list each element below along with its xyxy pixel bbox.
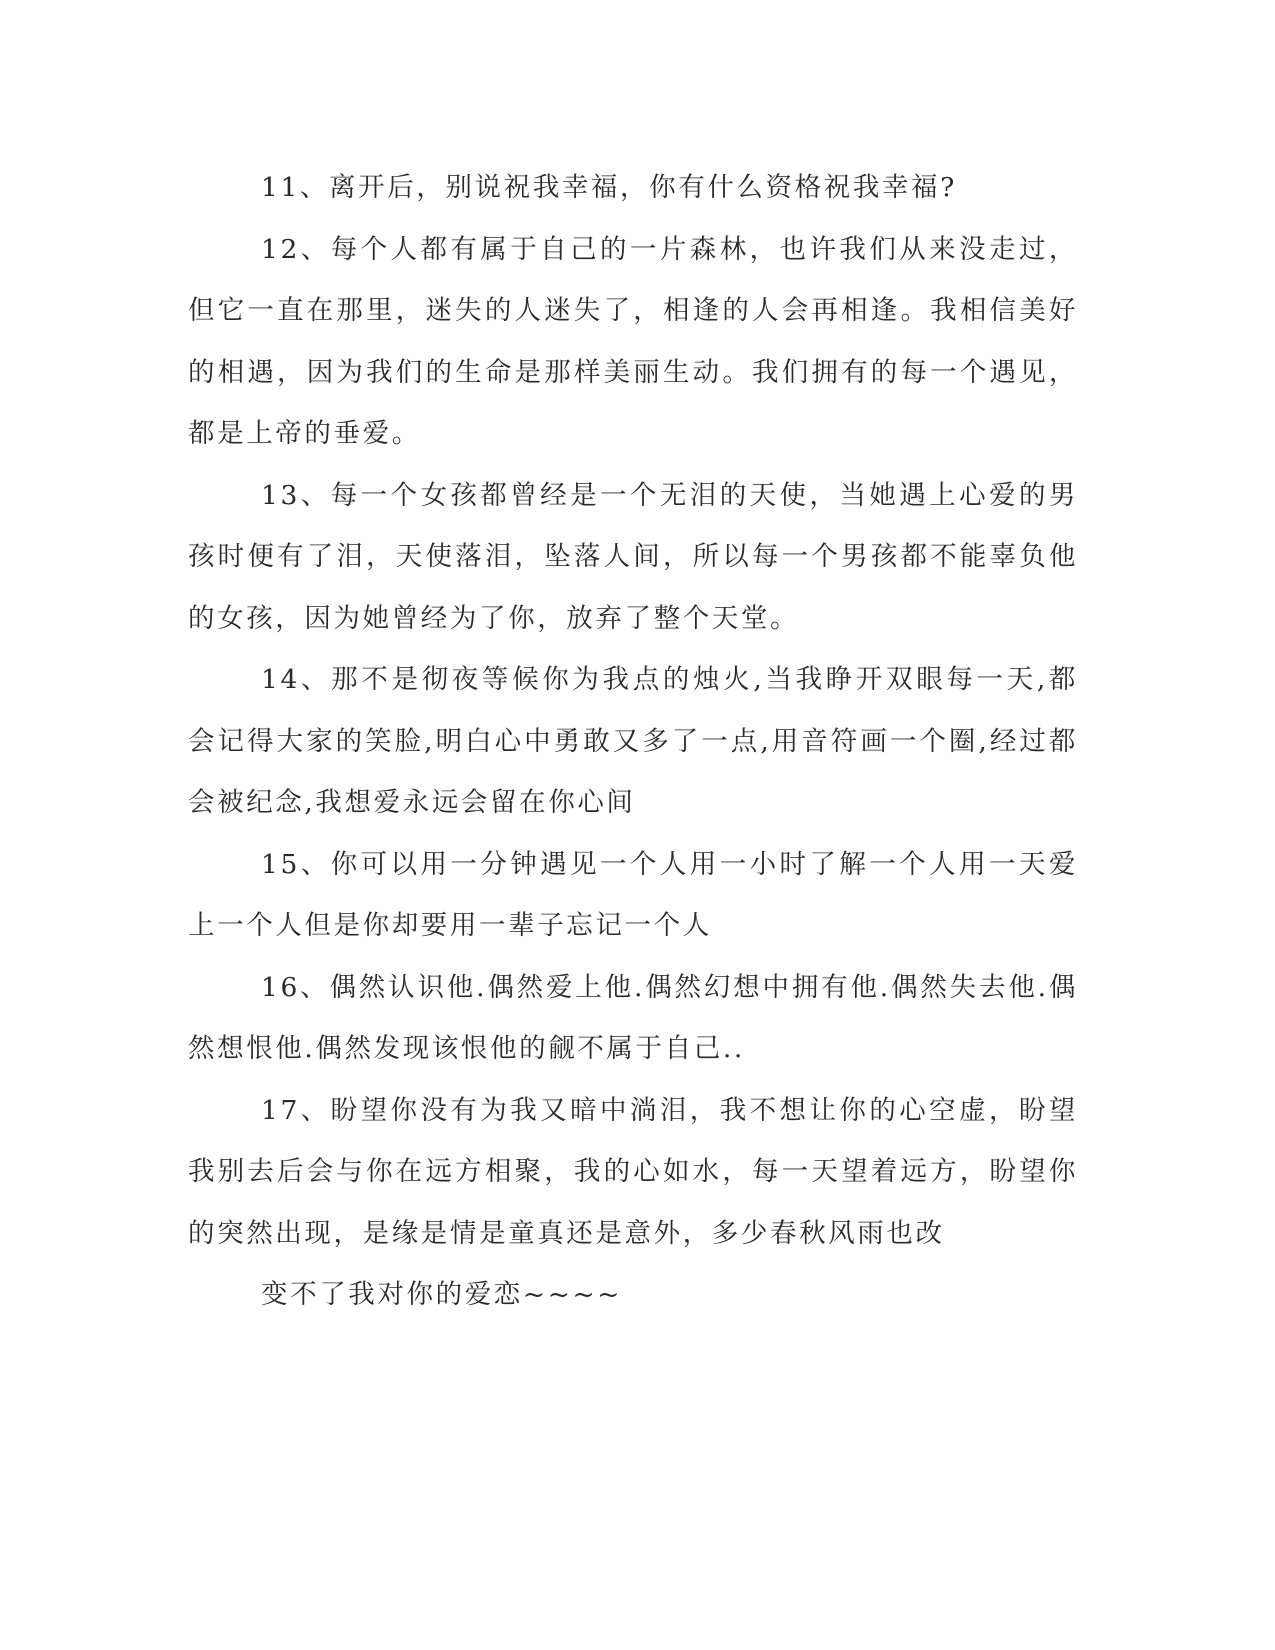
paragraph-15: 15、你可以用一分钟遇见一个人用一小时了解一个人用一天爱上一个人但是你却要用一辈子忘记一个人 (188, 848, 1078, 941)
paragraph-17-continued: 变不了我对你的爱恋~~~~ (261, 1279, 623, 1310)
paragraph-14: 14、那不是彻夜等候你为我点的烛火,当我睁开双眼每一天,都会记得大家的笑脸,明白心中勇敢又多了一点,用音符画一个圈,经过都会被纪念,我想爱永远会留在你心间 (188, 664, 1078, 818)
paragraph-12: 12、每个人都有属于自己的一片森林，也许我们从来没走过，但它一直在那里，迷失的人迷失了，相逢的人会再相逢。我相信美好的相遇，因为我们的生命是那样美丽生动。我们拥有的每一个遇见，都是上帝的垂爱。 (188, 233, 1078, 449)
paragraph-16: 16、偶然认识他.偶然爱上他.偶然幻想中拥有他.偶然失去他.偶然想恨他.偶然发现该恨他的觎不属于自己.. (188, 971, 1078, 1064)
paragraph-17: 17、盼望你没有为我又暗中淌泪，我不想让你的心空虚，盼望我别去后会与你在远方相聚，我的心如水，每一天望着远方，盼望你的突然出现，是缘是情是童真还是意外，多少春秋风雨也改 (188, 1094, 1078, 1249)
paragraph-13: 13、每一个女孩都曾经是一个无泪的天使，当她遇上心爱的男孩时便有了泪，天使落泪，坠落人间，所以每一个男孩都不能辜负他的女孩，因为她曾经为了你，放弃了整个天堂。 (188, 479, 1078, 634)
document-body (188, 157, 1078, 1326)
paragraph-11: 11、离开后，别说祝我幸福，你有什么资格祝我幸福? (261, 172, 957, 203)
